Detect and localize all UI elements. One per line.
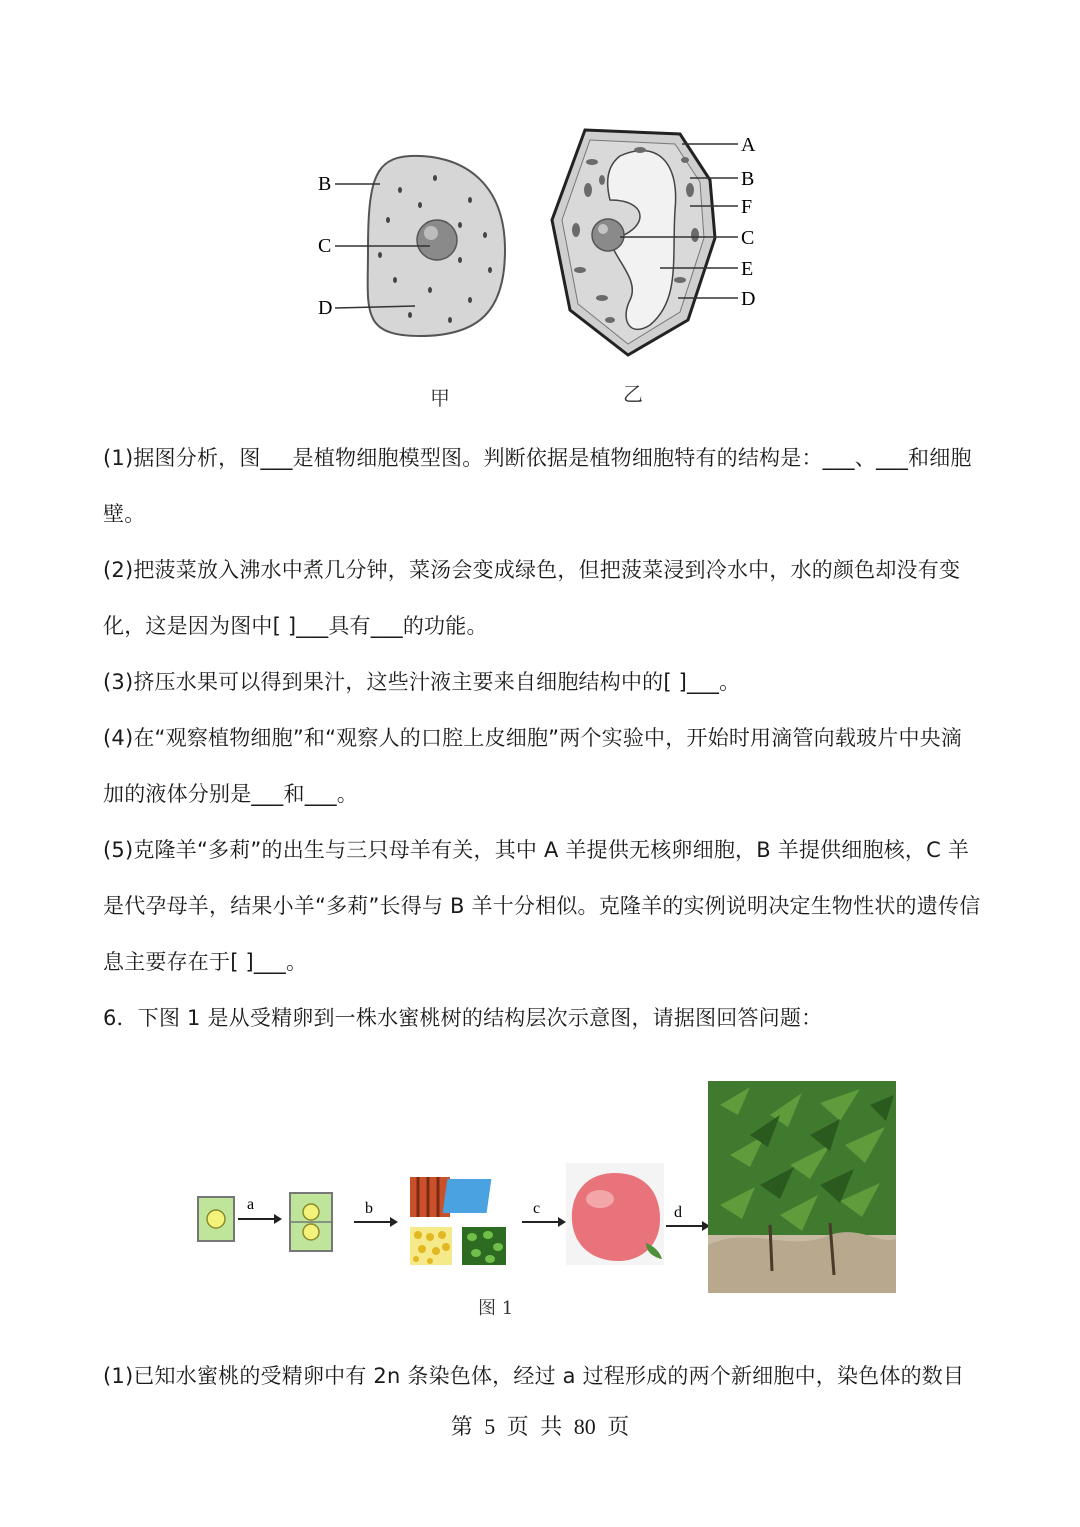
label-D-yi: D bbox=[741, 288, 756, 310]
question-6-1: (1)已知水蜜桃的受精卵中有 2n 条染色体，经过 a 过程形成的两个新细胞中，染色体的数目 bbox=[103, 1364, 965, 1388]
tissues bbox=[410, 1177, 506, 1265]
question-5-1: (1)据图分析，图___是植物细胞模型图。判断依据是植物细胞特有的结构是：___、___和细胞壁。 bbox=[103, 446, 972, 526]
label-D-jia: D bbox=[318, 297, 333, 319]
arrow-label-c: c bbox=[533, 1200, 541, 1217]
question-5-3: (3)挤压水果可以得到果汁，这些汁液主要来自细胞结构中的[ ]___。 bbox=[103, 670, 741, 694]
arrow-label-a: a bbox=[247, 1196, 255, 1213]
label-B-jia: B bbox=[318, 173, 332, 195]
animal-cell-nucleus bbox=[417, 220, 457, 260]
animal-cell-figure bbox=[300, 140, 530, 360]
figure-1-caption: 图 1 bbox=[478, 1298, 514, 1319]
plant-cell-figure bbox=[540, 120, 770, 365]
arrow-label-b: b bbox=[365, 1200, 373, 1217]
label-F-yi: F bbox=[741, 196, 753, 218]
question-5-5: (5)克隆羊“多莉”的出生与三只母羊有关，其中 A 羊提供无核卵细胞，B 羊提供细胞核，C 羊是代孕母羊，结果小羊“多莉”长得与 B 羊十分相似。克隆羊的实例说明决定生物性状的遗传信息主要存在于[ ]___。 bbox=[103, 838, 981, 974]
question-5-2: (2)把菠菜放入沸水中煮几分钟，菜汤会变成绿色，但把菠菜浸到冷水中，水的颜色却没有变化，这是因为图中[ ]___具有___的功能。 bbox=[103, 558, 961, 638]
page-footer: 第 5 页 共 80 页 bbox=[450, 1414, 630, 1439]
label-C-jia: C bbox=[318, 235, 332, 257]
label-C-yi: C bbox=[741, 227, 755, 249]
caption-jia: 甲 bbox=[430, 386, 450, 410]
caption-yi: 乙 bbox=[623, 382, 643, 406]
plant-cell-nucleus bbox=[592, 219, 624, 251]
arrow-label-d: d bbox=[674, 1204, 682, 1221]
label-B-yi: B bbox=[741, 168, 755, 190]
structural-levels-figure bbox=[190, 1075, 900, 1300]
peach-tree-photo bbox=[708, 1081, 896, 1293]
peach-fruit bbox=[572, 1173, 660, 1261]
label-A-yi: A bbox=[741, 134, 756, 156]
question-5-4: (4)在“观察植物细胞”和“观察人的口腔上皮细胞”两个实验中，开始时用滴管向载玻片中央滴加的液体分别是___和___。 bbox=[103, 726, 963, 806]
question-6-stem: 6．下图 1 是从受精卵到一株水蜜桃树的结构层次示意图，请据图回答问题： bbox=[103, 1006, 823, 1030]
label-E-yi: E bbox=[741, 258, 754, 280]
